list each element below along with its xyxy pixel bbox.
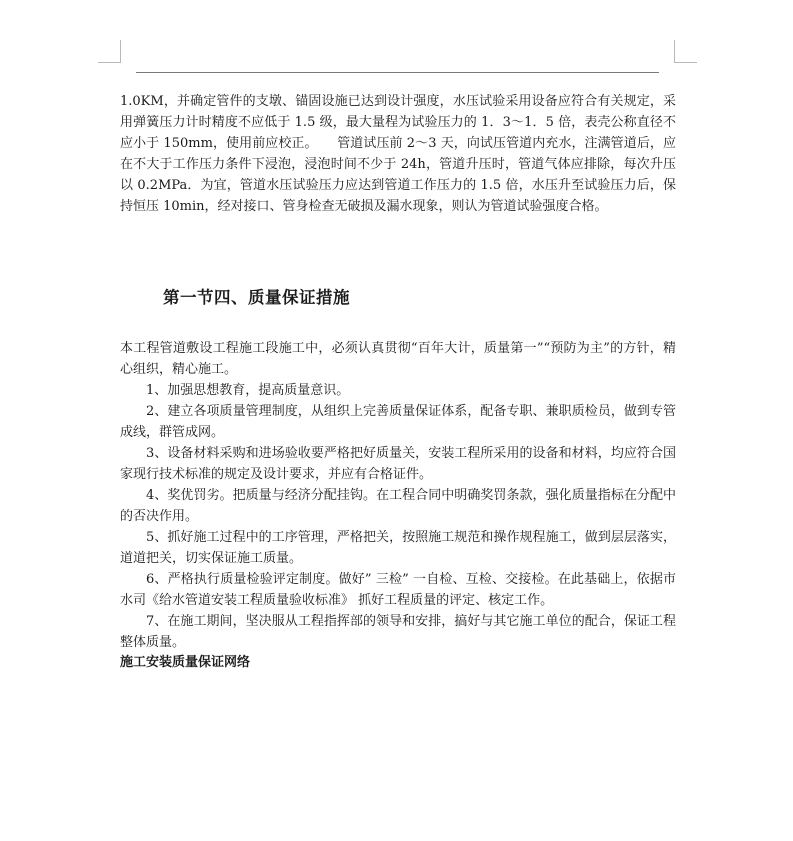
list-item: 2、建立各项质量管理制度，从组织上完善质量保证体系，配备专职、兼职质检员，做到专管成线，群管成网。 bbox=[120, 404, 676, 440]
list-item: 3、设备材料采购和进场验收要严格把好质量关，安装工程所采用的设备和材料，均应符合国家现行技术标准的规定及设计要求，并应有合格证件。 bbox=[120, 446, 676, 482]
list-item: 6、严格执行质量检验评定制度。做好” 三检” 一自检、互检、交接检。在此基础上，依据市水司《给水管道安装工程质量验收标准》 抓好工程质量的评定、核定工作。 bbox=[120, 572, 676, 608]
paragraph-intro: 本工程管道敷设工程施工段施工中，必须认真贯彻“百年大计，质量第一”“预防为主”的方针，精心组织，精心施工。 bbox=[120, 341, 676, 377]
paragraph-pressure-test: 1.0KM，并确定管件的支墩、锚固设施已达到设计强度，水压试验采用设备应符合有关规定，采用弹簧压力计时精度不应低于 1.5 级，最大量程为试验压力的 1．3～1．5 倍，表壳公称直径不应小于 150mm，使用前应校正。 管道试压前 2～3 天，向试压管道内充水，注满管道后，应在不大于工作压力条件下浸泡，浸泡时间不少于 24h，管道升压时，管道气体应排除，每次升压以 0.2MPa．为宜，管道水压试验压力应达到管道工作压力的 1.5 倍，水压升至试验压力后，保持恒压 10min，经对接口、管身检查无破损及漏水现象，则认为管道试验强度合格。 bbox=[120, 94, 676, 214]
list-item: 4、奖优罚劣。把质量与经济分配挂钩。在工程合同中明确奖罚条款，强化质量指标在分配中的否决作用。 bbox=[120, 488, 676, 524]
page-corner-mark-top-left bbox=[98, 40, 121, 63]
list-item: 5、抓好施工过程中的工序管理，严格把关，按照施工规范和操作规程施工，做到层层落实，道道把关，切实保证施工质量。 bbox=[120, 530, 676, 566]
list-item: 7、在施工期间，坚决服从工程指挥部的领导和安排，搞好与其它施工单位的配合，保证工程整体质量。 bbox=[120, 614, 676, 650]
header-rule bbox=[136, 72, 659, 73]
network-title: 施工安装质量保证网络 bbox=[120, 655, 251, 670]
quality-measures-list bbox=[120, 380, 676, 653]
section-heading: 第一节四、质量保证措施 bbox=[163, 288, 350, 307]
page-corner-mark-top-right bbox=[674, 40, 697, 63]
list-item: 1、加强思想教育，提高质量意识。 bbox=[146, 383, 350, 398]
